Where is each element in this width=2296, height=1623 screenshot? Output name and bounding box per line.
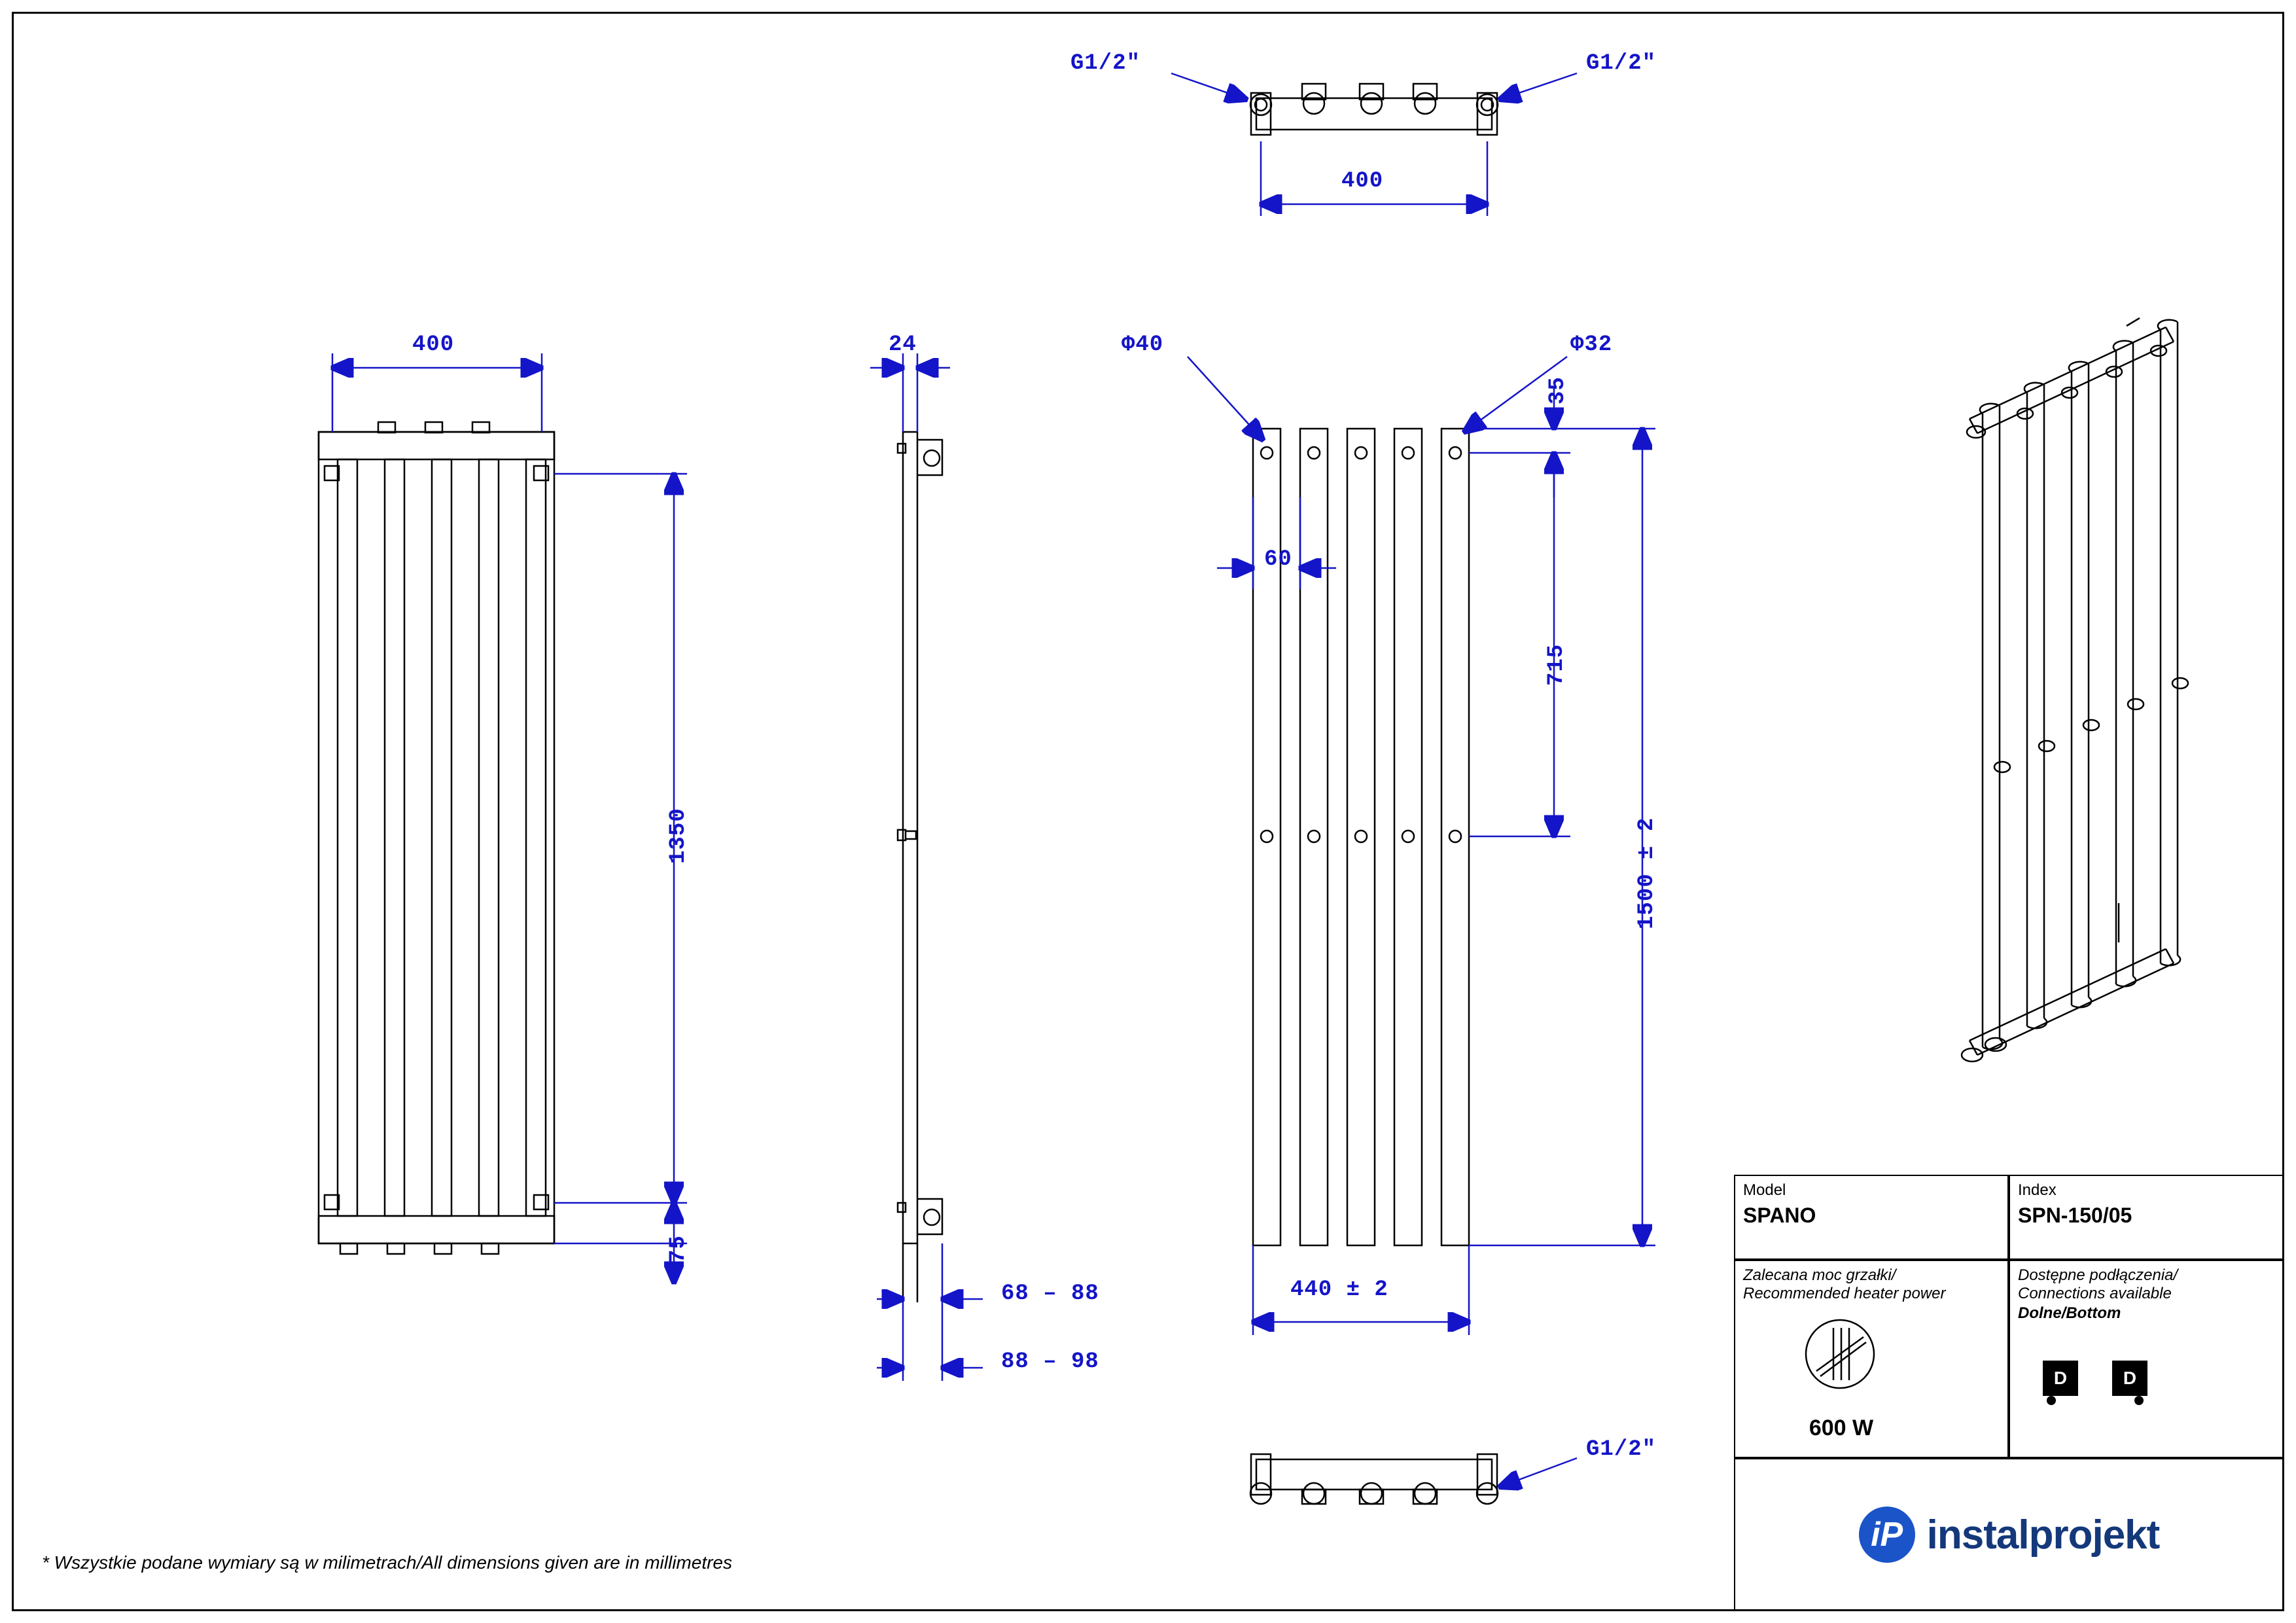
dim-top-width: 400 — [1341, 169, 1384, 194]
power-label-en: Recommended heater power — [1743, 1285, 1946, 1302]
connections-label-en: Connections available — [2018, 1285, 2172, 1302]
heater-icon — [1735, 1308, 2010, 1406]
footnote-pl: * Wszystkie podane wymiary są w milimetrach/ — [42, 1552, 422, 1573]
dim-side-depth: 24 — [889, 332, 917, 357]
dim-side-bracket-a: 68 – 88 — [1001, 1281, 1099, 1306]
footnote-en: All dimensions given are in millimetres — [421, 1552, 732, 1573]
dim-top-thread-right: G1/2" — [1586, 51, 1657, 76]
footnote — [42, 1552, 732, 1573]
dim-front-height: 1350 — [666, 808, 691, 864]
title-model-cell — [1734, 1175, 2009, 1260]
title-power-cell — [1734, 1260, 2009, 1458]
index-value: SPN-150/05 — [2018, 1204, 2132, 1227]
connection-badges — [2043, 1361, 2147, 1396]
model-label: Model — [1743, 1181, 1786, 1199]
dim-offset-top: 35 — [1545, 376, 1570, 404]
dim-side-bracket-b: 88 – 98 — [1001, 1349, 1099, 1374]
instalprojekt-mark-icon: iP — [1859, 1507, 1915, 1563]
dim-front-width: 400 — [412, 332, 455, 357]
dim-center-height: 715 — [1544, 643, 1569, 686]
brand-name: instalprojekt — [1926, 1512, 2160, 1558]
connections-label-pl: Dostępne podłączenia/ — [2018, 1266, 2178, 1284]
dim-total-height: 1500 ± 2 — [1634, 817, 1659, 929]
title-connections-cell — [2009, 1260, 2284, 1458]
title-index-cell — [2009, 1175, 2284, 1260]
dim-pipe-big: Φ40 — [1122, 332, 1164, 357]
brand-logo — [1734, 1458, 2284, 1611]
badge-bottom-left: D — [2043, 1361, 2078, 1396]
dim-top-thread-left: G1/2" — [1070, 51, 1141, 76]
dim-bottom-thread: G1/2" — [1586, 1437, 1657, 1462]
badge-bottom-right: D — [2112, 1361, 2147, 1396]
dim-pitch: 60 — [1264, 547, 1292, 572]
connections-type: Dolne/Bottom — [2018, 1304, 2121, 1322]
power-label-pl: Zalecana moc grzałki/ — [1743, 1266, 1896, 1284]
dim-pipe-small: Φ32 — [1570, 332, 1613, 357]
index-label: Index — [2018, 1181, 2057, 1199]
dim-front-foot: 75 — [666, 1235, 691, 1263]
model-value: SPANO — [1743, 1204, 1816, 1227]
dim-total-width: 440 ± 2 — [1290, 1277, 1388, 1302]
power-value: 600 W — [1809, 1416, 1874, 1440]
